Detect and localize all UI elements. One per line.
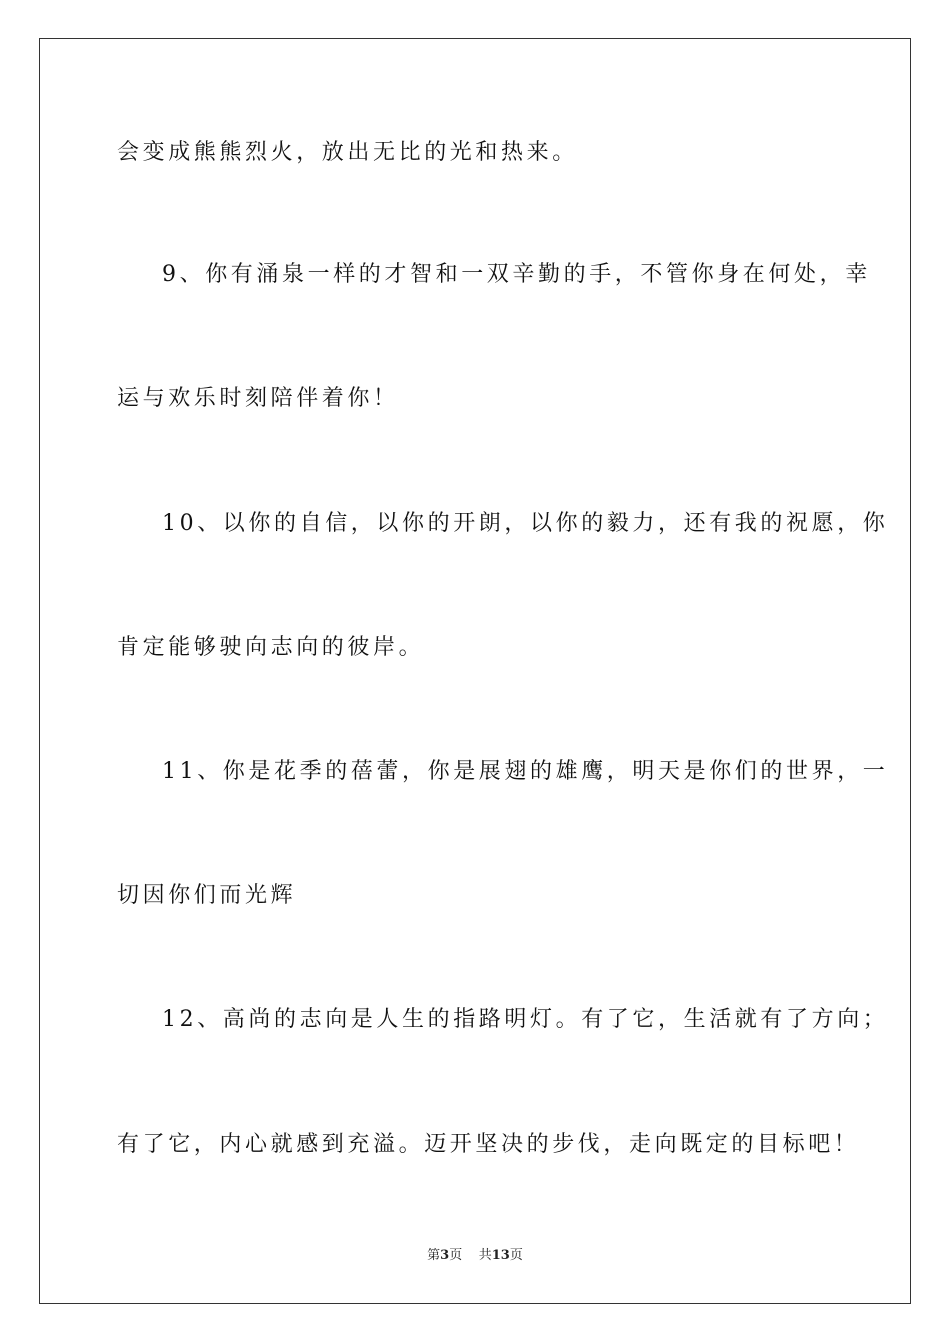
text-line-5: 肯定能够驶向志向的彼岸。	[117, 635, 425, 660]
total-pages: 13	[491, 1248, 510, 1263]
text-line-1: 会变成熊熊烈火，放出无比的光和热来。	[117, 140, 578, 165]
text-line-6: 11、你是花季的蓓蕾，你是展翅的雄鹰，明天是你们的世界，一	[162, 759, 889, 784]
page-prefix: 第	[427, 1248, 441, 1263]
text-line-9: 有了它，内心就感到充溢。迈开坚决的步伐，走向既定的目标吧！	[117, 1132, 860, 1157]
total-suffix: 页	[509, 1248, 523, 1263]
text-line-8: 12、高尚的志向是人生的指路明灯。有了它，生活就有了方向；	[162, 1007, 889, 1032]
total-prefix: 共	[478, 1248, 492, 1263]
page-frame	[39, 38, 911, 1304]
text-line-7: 切因你们而光辉	[117, 883, 297, 908]
page-number: 3	[440, 1248, 450, 1263]
text-line-4: 10、以你的自信，以你的开朗，以你的毅力，还有我的祝愿，你	[162, 511, 889, 536]
text-line-2: 9、你有涌泉一样的才智和一双辛勤的手，不管你身在何处，幸	[162, 262, 871, 287]
page-footer	[0, 1248, 950, 1264]
page-suffix: 页	[449, 1248, 463, 1263]
text-line-3: 运与欢乐时刻陪伴着你！	[117, 386, 399, 411]
